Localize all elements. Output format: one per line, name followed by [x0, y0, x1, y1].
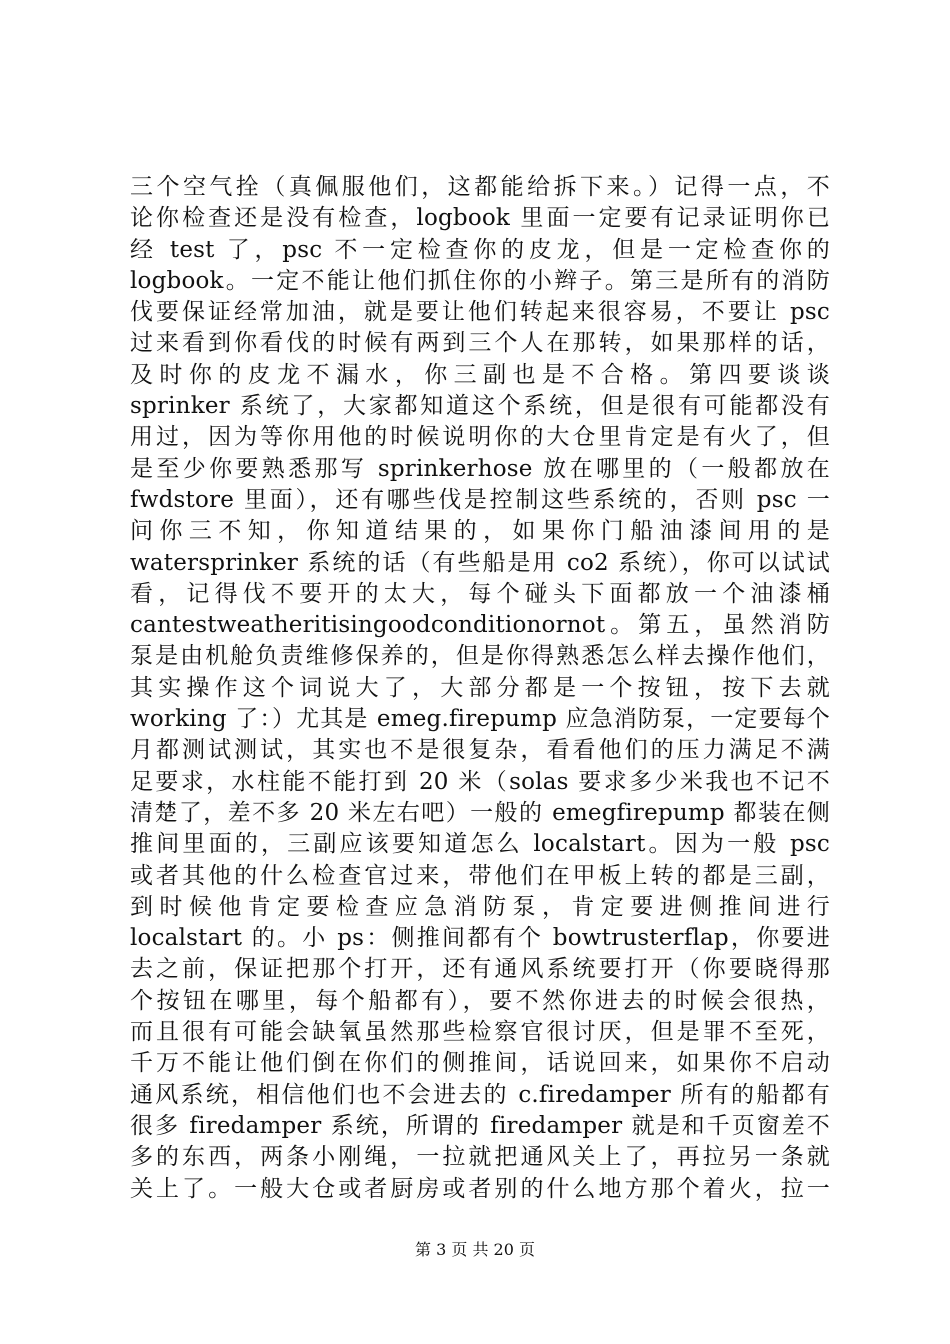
text-line: 问你三不知，你知道结果的，如果你门船油漆间用的是: [130, 518, 830, 545]
text-line: 而且很有可能会缺氧虽然那些检察官很讨厌，但是罪不至死，: [130, 1019, 830, 1046]
text-line: 通风系统，相信他们也不会进去的 c.firedamper 所有的船都有: [130, 1081, 830, 1108]
text-line: 三个空气拴（真佩服他们，这都能给拆下来。）记得一点，不: [130, 174, 830, 200]
text-line: 伐要保证经常加油，就是要让他们转起来很容易，不要让 psc: [130, 299, 830, 326]
text-line: cantestweatheritisingoodconditionornot。第五，虽然消防: [130, 612, 830, 639]
text-line: 去之前，保证把那个打开，还有通风系统要打开（你要晓得那: [130, 956, 830, 983]
text-line: 其实操作这个词说大了，大部分都是一个按钮，按下去就: [130, 674, 830, 701]
text-line: 月都测试测试，其实也不是很复杂，看看他们的压力满足不满: [130, 737, 830, 764]
text-line: 用过，因为等你用他的时候说明你的大仓里肯定是有火了，但: [130, 424, 830, 451]
text-line: fwdstore 里面），还有哪些伐是控制这些系统的，否则 psc 一: [130, 486, 830, 513]
text-line: 清楚了，差不多 20 米左右吧）一般的 emegfirepump 都装在侧: [130, 799, 830, 826]
text-line: 足要求，水柱能不能打到 20 米（solas 要求多少米我也不记不: [130, 768, 830, 795]
text-line: 或者其他的什么检查官过来，带他们在甲板上转的都是三副，: [130, 862, 830, 889]
text-line: 泵是由机舱负责维修保养的，但是你得熟悉怎么样去操作他们，: [130, 643, 830, 670]
text-line: 经 test 了，psc 不一定检查你的皮龙，但是一定检查你的: [130, 236, 830, 263]
text-line: 到时候他肯定要检查应急消防泵，肯定要进侧推间进行: [130, 893, 830, 920]
text-line: 看，记得伐不要开的太大，每个碰头下面都放一个油漆桶: [130, 580, 830, 607]
text-line: 过来看到你看伐的时候有两到三个人在那转，如果那样的话，: [130, 330, 830, 357]
text-line: 论你检查还是没有检查，logbook 里面一定要有记录证明你已: [130, 205, 830, 232]
text-line: watersprinker 系统的话（有些船是用 co2 系统），你可以试试: [130, 549, 830, 576]
text-line: 是至少你要熟悉那写 sprinkerhose 放在哪里的（一般都放在: [130, 455, 830, 482]
text-line: 推间里面的，三副应该要知道怎么 localstart。因为一般 psc: [130, 831, 830, 858]
text-line: working 了：）尤其是 emeg.firepump 应急消防泵，一定要每个: [130, 706, 830, 733]
text-line: 及时你的皮龙不漏水，你三副也是不合格。第四要谈谈: [130, 361, 830, 388]
text-line: 个按钮在哪里，每个船都有），要不然你进去的时候会很热，: [130, 987, 830, 1014]
text-line: localstart 的。小 ps：侧推间都有个 bowtrusterflap，你要进: [130, 925, 830, 952]
text-line: sprinker 系统了，大家都知道这个系统，但是很有可能都没有: [130, 393, 830, 420]
text-line: 很多 firedamper 系统，所谓的 firedamper 就是和千页窗差不: [130, 1112, 830, 1139]
page-footer: 第 3 页 共 20 页: [415, 1240, 535, 1259]
text-line: logbook。一定不能让他们抓住你的小辫子。第三是所有的消防: [130, 267, 830, 294]
text-line: 关上了。一般大仓或者厨房或者别的什么地方那个着火，拉一: [130, 1175, 830, 1202]
body-text: [130, 172, 830, 1205]
text-line: 多的东西，两条小刚绳，一拉就把通风关上了，再拉另一条就: [130, 1144, 830, 1171]
text-line: 千万不能让他们倒在你们的侧推间，话说回来，如果你不启动: [130, 1050, 830, 1077]
